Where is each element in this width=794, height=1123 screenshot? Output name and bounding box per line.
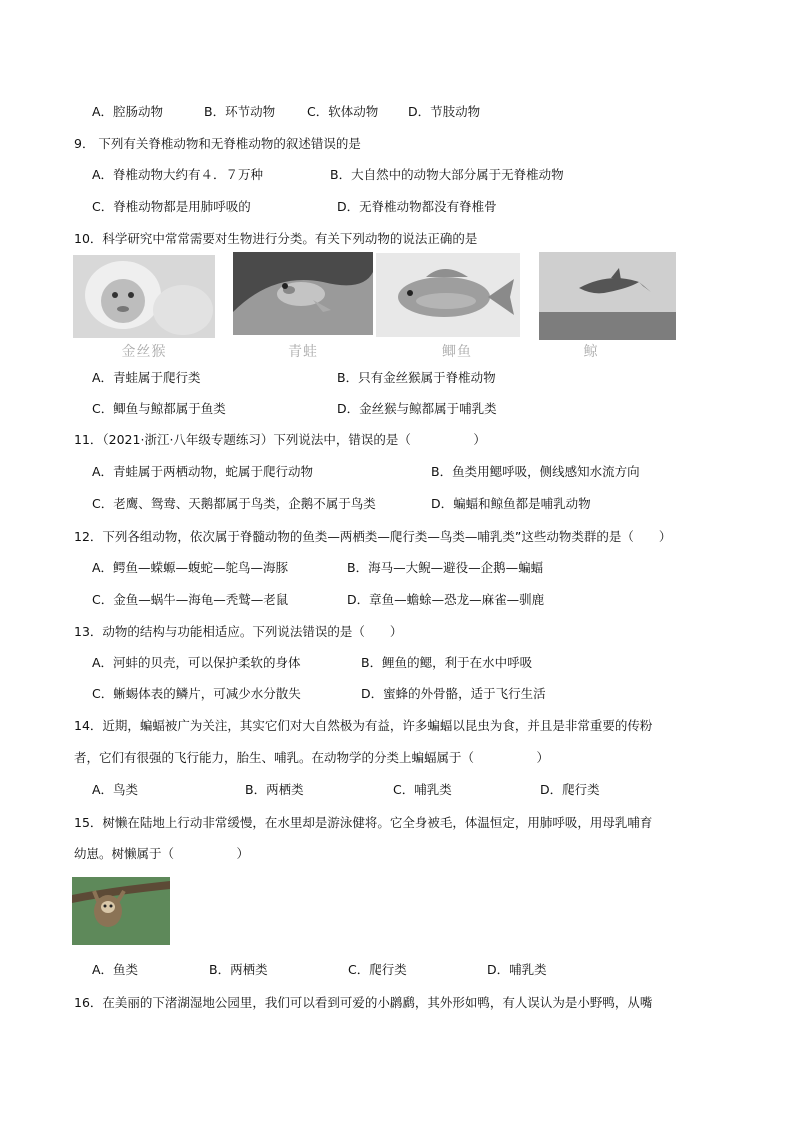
q10-option-b: B．只有金丝猴属于脊椎动物 — [337, 370, 496, 385]
q15-stem-line1: 15．树懒在陆地上行动非常缓慢，在水里却是游泳健将。它全身被毛，体温恒定，用肺呼吸，用母乳哺育 — [74, 815, 653, 830]
golden-monkey-photo — [73, 255, 215, 338]
q13-option-b: B．鲤鱼的鳃，利于在水中呼吸 — [361, 655, 533, 670]
frog-photo — [233, 252, 373, 335]
q11-option-c: C．老鹰、鸳鸯、天鹅都属于鸟类，企鹅不属于鸟类 — [92, 496, 376, 511]
q14-stem-line1: 14．近期，蝙蝠被广为关注，其实它们对大自然极为有益，许多蝙蝠以昆虫为食，并且是非常重要的传粉 — [74, 718, 653, 733]
q10-option-c: C．鲫鱼与鲸都属于鱼类 — [92, 401, 226, 416]
sloth-photo — [72, 877, 170, 945]
q14-option-c: C．哺乳类 — [393, 782, 452, 797]
q9-option-b: B．大自然中的动物大部分属于无脊椎动物 — [330, 167, 564, 182]
q8-option-b: B．环节动物 — [204, 104, 276, 119]
q8-option-d: D．节肢动物 — [408, 104, 481, 119]
q8-option-c: C．软体动物 — [307, 104, 379, 119]
q14-stem-line2: 者，它们有很强的飞行能力，胎生、哺乳。在动物学的分类上蝙蝠属于（ ） — [74, 750, 550, 765]
frog-caption: 青蛙 — [288, 344, 318, 360]
q11-stem: 11．（2021·浙江·八年级专题练习）下列说法中，错误的是（ ） — [74, 432, 486, 447]
q13-stem: 13．动物的结构与功能相适应。下列说法错误的是（ ） — [74, 624, 403, 639]
q8-option-a: A．腔肠动物 — [92, 104, 164, 119]
q13-option-c: C．蜥蜴体表的鳞片，可减少水分散失 — [92, 686, 301, 701]
q9-stem: 9． 下列有关脊椎动物和无脊椎动物的叙述错误的是 — [74, 136, 361, 151]
q11-option-b: B．鱼类用鳃呼吸，侧线感知水流方向 — [431, 464, 640, 479]
q10-stem: 10．科学研究中常常需要对生物进行分类。有关下列动物的说法正确的是 — [74, 231, 478, 246]
q14-option-a: A．鸟类 — [92, 782, 139, 797]
q14-option-d: D．爬行类 — [540, 782, 600, 797]
q15-option-b: B．两栖类 — [209, 962, 268, 977]
q12-option-b: B．海马—大鲵—避役—企鹅—蝙蝠 — [347, 560, 544, 575]
q15-stem-line2: 幼崽。树懒属于（ ） — [74, 846, 250, 861]
q9-option-a: A．脊椎动物大约有４．７万种 — [92, 167, 264, 182]
q13-option-a: A．河蚌的贝壳，可以保护柔软的身体 — [92, 655, 301, 670]
q14-option-b: B．两栖类 — [245, 782, 304, 797]
dolphin-photo — [539, 252, 676, 340]
q12-option-a: A．鳄鱼—蝾螈—蝮蛇—鸵鸟—海豚 — [92, 560, 289, 575]
crucian-carp-caption: 鲫鱼 — [442, 344, 472, 360]
q12-stem: 12．下列各组动物，依次属于脊髓动物的鱼类—两栖类—爬行类—鸟类—哺乳类”这些动物类群的是（ ） — [74, 529, 672, 544]
q15-option-a: A．鱼类 — [92, 962, 139, 977]
q11-option-a: A．青蛙属于两栖动物，蛇属于爬行动物 — [92, 464, 314, 479]
golden-monkey-caption: 金丝猴 — [121, 344, 167, 360]
q12-option-c: C．金鱼—蜗牛—海龟—秃鹫—老鼠 — [92, 592, 289, 607]
q9-option-c: C．脊椎动物都是用肺呼吸的 — [92, 199, 251, 214]
q15-option-c: C．爬行类 — [348, 962, 407, 977]
q12-option-d: D．章鱼—蟾蜍—恐龙—麻雀—驯鹿 — [347, 592, 545, 607]
q9-option-d: D．无脊椎动物都没有脊椎骨 — [337, 199, 497, 214]
crucian-carp-photo — [376, 253, 520, 337]
q13-option-d: D．蜜蜂的外骨骼，适于飞行生活 — [361, 686, 546, 701]
q10-option-a: A．青蛙属于爬行类 — [92, 370, 201, 385]
q16-stem-line1: 16．在美丽的下渚湖湿地公园里，我们可以看到可爱的小䴙䴘，其外形如鸭，有人误认为是小野鸭，从嘴 — [74, 995, 653, 1010]
q10-option-d: D．金丝猴与鲸都属于哺乳类 — [337, 401, 497, 416]
dolphin-caption: 鲸 — [583, 344, 599, 360]
q11-option-d: D．蝙蝠和鲸鱼都是哺乳动物 — [431, 496, 591, 511]
q15-option-d: D．哺乳类 — [487, 962, 547, 977]
